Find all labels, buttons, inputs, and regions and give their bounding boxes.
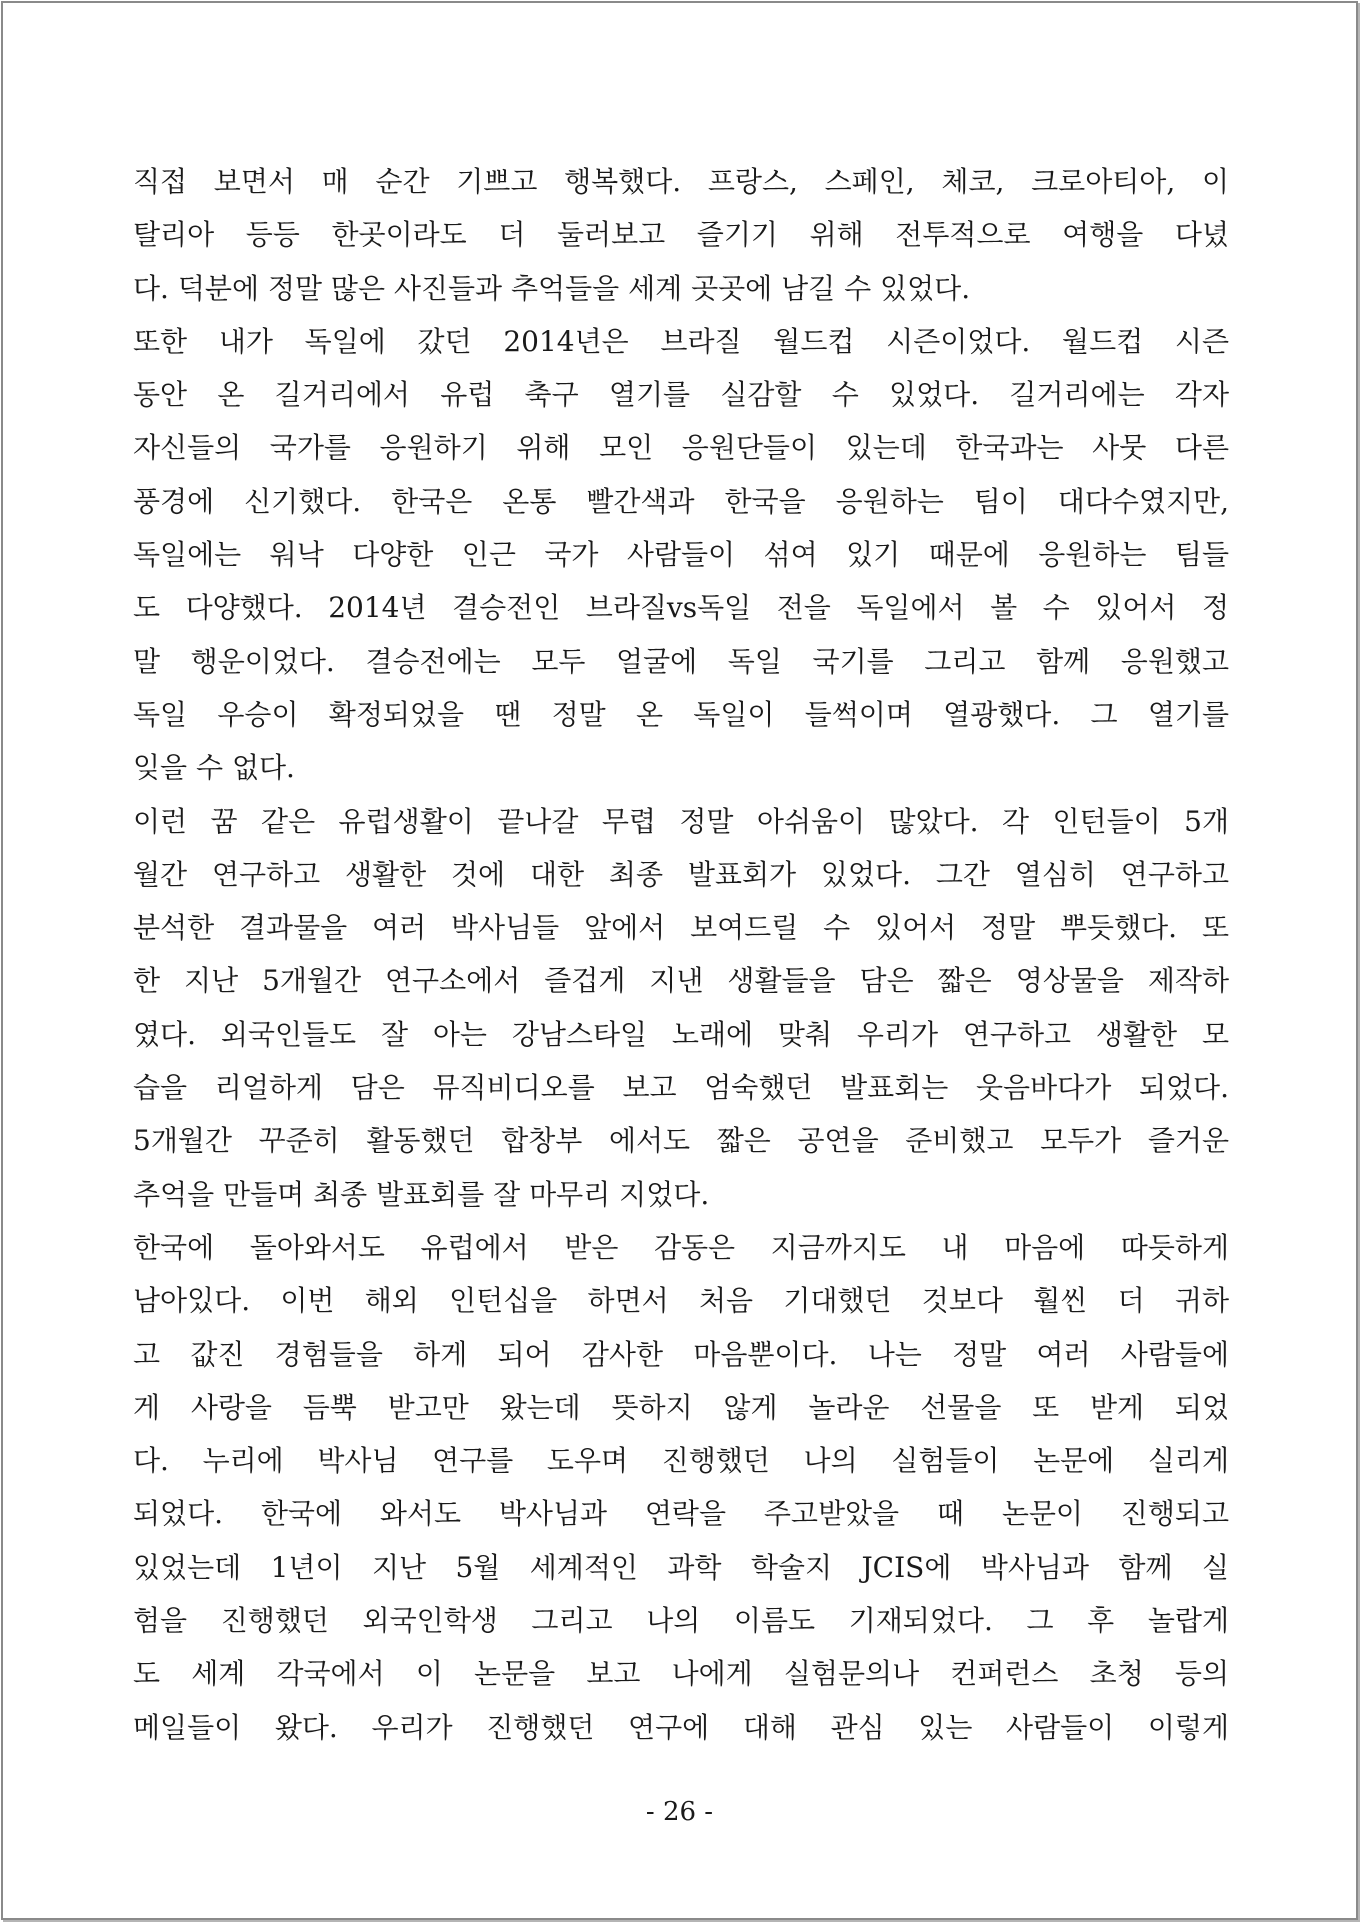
text-line: 이런 꿈 같은 유럽생활이 끝나갈 무렵 정말 아쉬움이 많았다. 각 인턴들이 5개 (133, 804, 1229, 838)
text-line: 있었는데 1년이 지난 5월 세계적인 과학 학술지 JCIS에 박사님과 함께 실 (133, 1550, 1229, 1584)
text-line: 분석한 결과물을 여러 박사님들 앞에서 보여드릴 수 있어서 정말 뿌듯했다. 또 (133, 911, 1229, 945)
text-line: 한국에 돌아와서도 유럽에서 받은 감동은 지금까지도 내 마음에 따듯하게 (133, 1230, 1229, 1264)
text-line: 또한 내가 독일에 갔던 2014년은 브라질 월드컵 시즌이었다. 월드컵 시즌 (133, 324, 1229, 358)
text-line: 다. 누리에 박사님 연구를 도우며 진행했던 나의 실험들이 논문에 실리게 (133, 1444, 1229, 1478)
text-line: 독일에는 워낙 다양한 인근 국가 사람들이 섞여 있기 때문에 응원하는 팀들 (133, 538, 1229, 572)
text-line: 독일 우승이 확정되었을 땐 정말 온 독일이 들썩이며 열광했다. 그 열기를 (133, 697, 1229, 731)
text-line: 월간 연구하고 생활한 것에 대한 최종 발표회가 있었다. 그간 열심히 연구하고 (133, 857, 1229, 891)
text-line: 직접 보면서 매 순간 기쁘고 행복했다. 프랑스, 스페인, 체코, 크로아티아, 이 (133, 165, 1229, 198)
text-line: 다. 덕분에 정말 많은 사진들과 추억들을 세계 곳곳에 남길 수 있었다. (133, 271, 971, 305)
text-line: 도 세계 각국에서 이 논문을 보고 나에게 실험문의나 컨퍼런스 초청 등의 (133, 1657, 1229, 1691)
text-line: 험을 진행했던 외국인학생 그리고 나의 이름도 기재되었다. 그 후 놀랍게 (133, 1604, 1229, 1638)
text-line: 한 지난 5개월간 연구소에서 즐겁게 지낸 생활들을 담은 짧은 영상물을 제작하 (133, 964, 1229, 998)
text-line: 자신들의 국가를 응원하기 위해 모인 응원단들이 있는데 한국과는 사뭇 다른 (133, 431, 1229, 465)
text-line: 남아있다. 이번 해외 인턴십을 하면서 처음 기대했던 것보다 훨씬 더 귀하 (133, 1284, 1229, 1318)
text-line: 잊을 수 없다. (133, 751, 295, 785)
body-text (133, 155, 1229, 1754)
text-line: 동안 온 길거리에서 유럽 축구 열기를 실감할 수 있었다. 길거리에는 각자 (133, 378, 1229, 412)
text-line: 추억을 만들며 최종 발표회를 잘 마무리 지었다. (133, 1177, 710, 1211)
text-line: 게 사랑을 듬뿍 받고만 왔는데 뜻하지 않게 놀라운 선물을 또 받게 되었 (133, 1390, 1229, 1424)
text-line: 고 값진 경험들을 하게 되어 감사한 마음뿐이다. 나는 정말 여러 사람들에 (133, 1337, 1229, 1371)
text-line: 탈리아 등등 한곳이라도 더 둘러보고 즐기기 위해 전투적으로 여행을 다녔 (133, 218, 1229, 252)
page-number: - 26 - (645, 1797, 714, 1827)
document-page (1, 1, 1358, 1920)
text-line: 도 다양했다. 2014년 결승전인 브라질vs독일 전을 독일에서 볼 수 있어서 정 (133, 591, 1229, 625)
text-line: 말 행운이었다. 결승전에는 모두 얼굴에 독일 국기를 그리고 함께 응원했고 (133, 644, 1229, 678)
text-line: 풍경에 신기했다. 한국은 온통 빨간색과 한국을 응원하는 팀이 대다수였지만, (133, 484, 1229, 518)
text-line: 였다. 외국인들도 잘 아는 강남스타일 노래에 맞춰 우리가 연구하고 생활한 모 (133, 1017, 1229, 1051)
text-line: 5개월간 꾸준히 활동했던 합창부 에서도 짧은 공연을 준비했고 모두가 즐거운 (133, 1124, 1229, 1158)
text-line: 습을 리얼하게 담은 뮤직비디오를 보고 엄숙했던 발표회는 웃음바다가 되었다. (133, 1071, 1229, 1105)
text-line: 되었다. 한국에 와서도 박사님과 연락을 주고받았을 때 논문이 진행되고 (133, 1497, 1229, 1531)
text-line: 메일들이 왔다. 우리가 진행했던 연구에 대해 관심 있는 사람들이 이렇게 (133, 1710, 1229, 1744)
